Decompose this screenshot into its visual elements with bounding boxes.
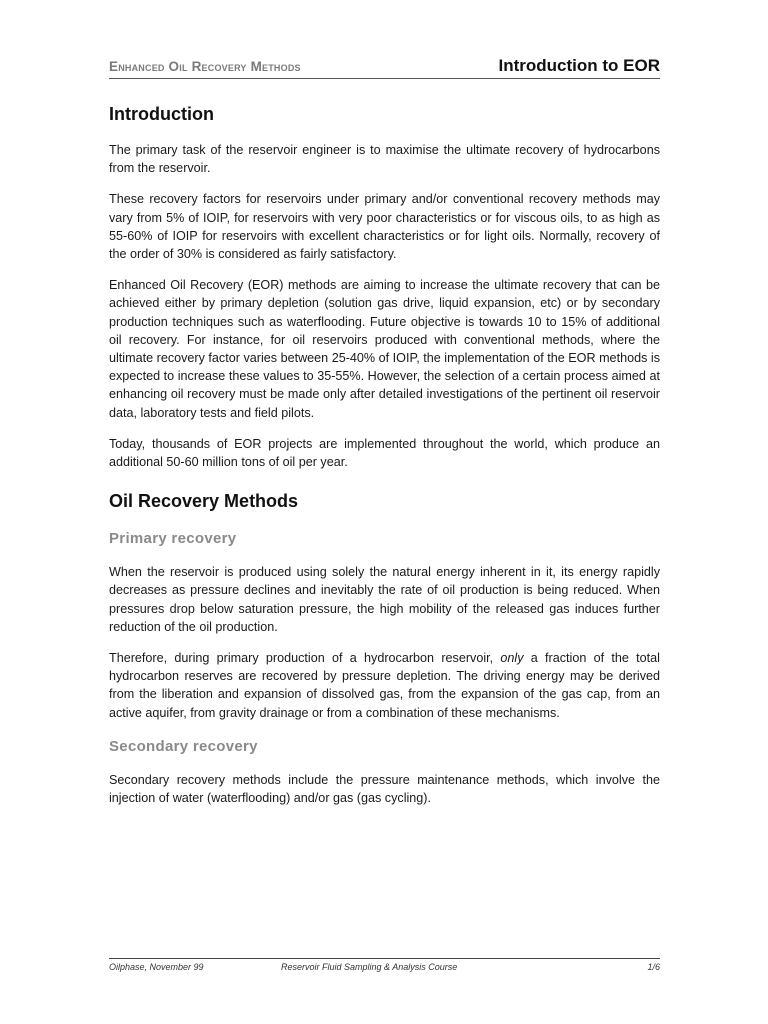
footer-source: Oilphase, November 99 — [109, 962, 204, 972]
page-footer — [109, 958, 660, 972]
header-section-title: Introduction to EOR — [498, 56, 660, 75]
primary-p2-emphasis: only — [500, 651, 524, 666]
intro-paragraph-4: Today, thousands of EOR projects are implemented throughout the world, which produce an additional 50-60 million tons of oil per year. — [109, 436, 660, 470]
page-content — [109, 104, 660, 820]
page-header — [109, 56, 660, 79]
heading-introduction: Introduction — [109, 104, 214, 124]
heading-secondary-recovery: Secondary recovery — [109, 737, 258, 755]
document-page — [109, 0, 660, 1024]
heading-oil-recovery-methods: Oil Recovery Methods — [109, 491, 299, 512]
primary-paragraph-1: When the reservoir is produced using solely the natural energy inherent in it, its energy rapidly decreases as pressure declines and inevitably the rate of oil production is being reduced. When pressures drop below saturation pressure, the high mobility of the released gas induces further reduction of the oil production. — [109, 565, 660, 634]
heading-primary-recovery: Primary recovery — [109, 530, 237, 548]
footer-page-number: 1/6 — [647, 962, 660, 972]
primary-p2-end: a fraction of the total hydrocarbon reserves are recovered by pressure depletion. The driving energy may be derived from the liberation and expansion of dissolved gas, from the expansion of the gas cap, from an active aquifer, from gravity drainage or from a combination of these mechanisms. — [109, 651, 660, 720]
header-chapter-title: Enhanced Oil Recovery Methods — [109, 59, 301, 74]
primary-p2-start: Therefore, during primary production of a hydrocarbon reservoir, — [109, 651, 501, 666]
secondary-paragraph-1: Secondary recovery methods include the pressure maintenance methods, which involve the injection of water (waterflooding) and/or gas (gas cycling). — [109, 772, 660, 806]
intro-paragraph-3: Enhanced Oil Recovery (EOR) methods are aiming to increase the ultimate recovery that can be achieved either by primary depletion (solution gas drive, liquid expansion, etc) or by secondary production techniques such as waterflooding. Future objective is towards 10 to 15% of additional oil recovery. For instance, for oil reservoirs produced with conventional methods, where the ultimate recovery factor varies between 25-40% of IOIP, the implementation of the EOR methods is expected to increase these values to 35-55%. However, the selection of a certain process aimed at enhancing oil recovery must be made only after detailed investigations of the pertinent oil reservoir data, laboratory tests and field pilots. — [109, 278, 660, 420]
primary-paragraph-2 — [109, 649, 660, 722]
intro-paragraph-2: These recovery factors for reservoirs under primary and/or conventional recovery methods may vary from 5% of IOIP, for reservoirs with very poor characteristics or for viscous oils, to as high as 55-60% of IOIP for reservoirs with excellent characteristics or for light oils. Normally, recovery of the order of 30% is considered as fairly satisfactory. — [109, 192, 660, 262]
intro-paragraph-1: The primary task of the reservoir engineer is to maximise the ultimate recovery of hydrocarbons from the reservoir. — [109, 143, 660, 176]
footer-course: Reservoir Fluid Sampling & Analysis Course — [281, 962, 458, 972]
